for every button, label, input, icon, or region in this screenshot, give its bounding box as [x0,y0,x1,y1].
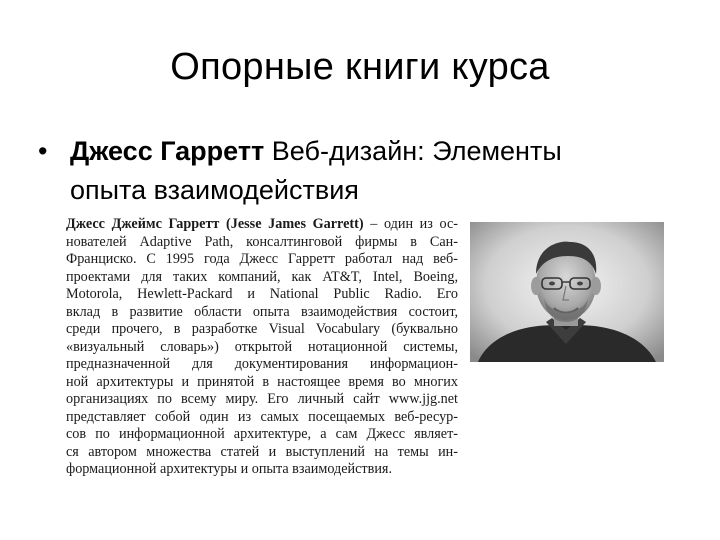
bullet-text [70,132,670,210]
bio-line-1-text: – один из ос- [363,216,458,232]
bio-line-1-bold: Джесс Джеймс Гарретт (Jesse James Garrett) [66,216,364,232]
author-portrait-image [470,222,664,362]
bullet-marker: • [38,136,48,166]
bio-line-1 [66,216,458,234]
bio-line-4: проектами для таких компаний, как AT&T, Intel, Boeing, [66,268,458,285]
bio-line-13: сов по информационной архитектуре, а сам Джесс являет- [66,426,458,442]
slide-title: Опорные книги курса [170,46,550,88]
bullet-book-line2: опыта взаимодействия [70,175,359,205]
bio-line-7: среди прочего, в разработке Visual Vocabulary (буквально [66,321,458,337]
bio-line-15: формационной архитектуры и опыта взаимодействия. [66,461,392,477]
author-bio-scan [66,216,458,479]
bio-line-2: нователей Adaptive Path, консалтинговой фирмы в Сан- [66,233,458,250]
author-portrait-photo [470,222,664,362]
bullet-author: Джесс Гарретт [70,136,265,166]
bio-line-3: Франциско. С 1995 года Джесс Гарретт работал над веб- [66,251,458,267]
bio-line-9: предназначенной для документирования информацион- [66,356,458,372]
bullet-book-line1: Веб-дизайн: Элементы [264,136,562,166]
bio-line-6: вклад в развитие области опыта взаимодействия состоит, [66,303,458,320]
bio-line-11: организациях по всему миру. Его личный сайт www.jjg.net [66,391,458,407]
bio-line-10: ной архитектуры и принятой в настоящее время во многих [66,373,458,390]
bio-line-8: «визуальный словарь») открытой нотационной системы, [66,338,458,355]
bio-line-12: представляет собой один из самых посещаемых веб-ресур- [66,408,458,425]
bio-line-5: Motorola, Hewlett-Packard и National Public Radio. Его [66,286,458,302]
bio-line-14: ся автором множества статей и выступлений на темы ин- [66,443,458,460]
